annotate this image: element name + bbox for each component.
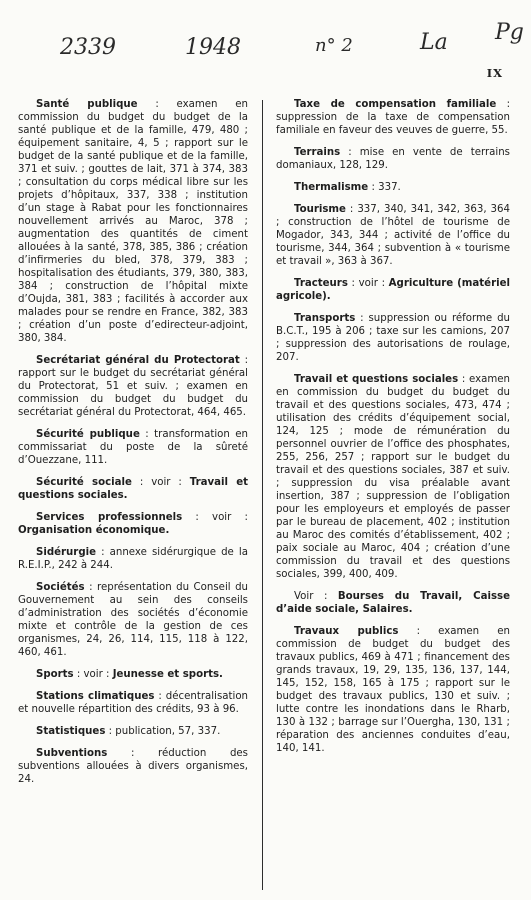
entry-heading: Services professionnels (36, 512, 183, 523)
handwritten-note-number: 2339 (60, 35, 116, 60)
handwritten-note-la: La (420, 30, 448, 55)
entry-heading: Terrains (294, 147, 341, 158)
entry-heading: Tourisme (294, 204, 346, 215)
index-entry (276, 373, 510, 581)
index-entry (18, 747, 248, 786)
index-entry (276, 181, 510, 194)
handwritten-note-pg: Pg (495, 20, 524, 45)
entry-heading: Sports (36, 669, 74, 680)
entry-text: : suppression de la taxe de compensation familiale en faveur des veuves de guerre, 55. (276, 99, 511, 136)
entry-text: : examen en commission de budget du budget des travaux publics, 469 à 471 ; financement des grands travaux, 19, 29, 135, 136, 137, 144, 145, 152, 158, 165 à 175 ; rapport sur le budget des travaux publics, 130 et suiv. ; lutte contre les inondations dans le Rharb, 130 à 132 ; barrage sur l’Ouergha, 130, 131 ; réparation des anciennes conduites d’eau, 140, 141. (276, 626, 510, 754)
index-entry (276, 590, 510, 616)
handwritten-note-year: 1948 (185, 35, 241, 60)
entry-text: : annexe sidérurgique de la R.E.I.P., 242 à 244. (18, 547, 248, 571)
entry-text: : suppression ou réforme du B.C.T., 195 à 206 ; taxe sur les camions, 207 ; suppression des autorisations de roulage, 207. (276, 313, 510, 363)
entry-text: Voir : (294, 591, 338, 602)
entry-text: : voir : (182, 512, 248, 523)
entry-heading: Travaux publics (294, 626, 399, 637)
entry-text: : voir : (131, 477, 190, 488)
index-entry (18, 428, 248, 467)
entry-heading: Taxe de compensation familiale (294, 99, 497, 110)
entry-text: : représentation du Conseil du Gouvernement au sein des conseils d’administration des sociétés d’économie mixte et contrôle de la gestion de ces organismes, 24, 26, 114, 115, 118 à 122, 460, 461. (18, 582, 248, 658)
entry-see-reference: Jeunesse et sports. (112, 669, 223, 680)
index-entry (18, 581, 248, 659)
entry-text: : 337, 340, 341, 342, 363, 364 ; construction de l’hôtel de tourisme de Mogador, 343, 344 ; activité de l’office du tourisme, 344, 364 ; subvention à « tourisme et travail », 363 à 367. (276, 204, 510, 267)
index-entry (276, 146, 510, 172)
index-entry (18, 690, 248, 716)
index-entry (276, 625, 510, 755)
entry-heading: Sécurité sociale (36, 477, 132, 488)
index-entry (18, 354, 248, 419)
entry-text: : transformation en commissariat du poste de la sûreté d’Ouezzane, 111. (18, 429, 249, 466)
index-entry (18, 668, 248, 681)
entry-heading: Transports (294, 313, 356, 324)
entry-heading: Tracteurs (294, 278, 348, 289)
entry-heading: Statistiques (36, 726, 106, 737)
entry-see-reference: Travail et questions sociales. (18, 477, 248, 501)
entry-heading: Santé publique (36, 99, 138, 110)
entry-text: : examen en commission du budget du budget du travail et des questions sociales, 473, 474 ; utilisation des crédits d’équipement social, 124, 125 ; mode de rémunération du personnel ouvrier de l’office des phosphates, 255, 256, 257 ; rapport sur le budget du travail et des questions sociales, 387 et suiv. ; suppression du visa préalable avant insertion, 387 ; suppression de l’obligation pour les employeurs et employés de passer par le bureau de placement, 402 ; institution au Maroc des comités d’établissement, 402 ; paix sociale au Maroc, 404 ; création d’une commission du travail et des questions sociales, 399, 400, 409. (276, 374, 510, 580)
index-column-right (276, 98, 510, 764)
entry-heading: Stations climatiques (36, 691, 155, 702)
entry-heading: Sécurité publique (36, 429, 140, 440)
index-entry (276, 277, 510, 303)
column-divider (262, 100, 263, 890)
entry-heading: Travail et questions sociales (294, 374, 459, 385)
entry-see-reference: Agriculture (matériel agricole). (276, 278, 510, 302)
entry-text: : 337. (368, 182, 401, 193)
index-entry (276, 98, 510, 137)
entry-heading: Sidérurgie (36, 547, 97, 558)
entry-heading: Subventions (36, 748, 108, 759)
entry-see-reference: Organisation économique. (18, 525, 170, 536)
entry-text: : voir : (347, 278, 389, 289)
index-entry (18, 546, 248, 572)
entry-text: : publication, 57, 337. (105, 726, 221, 737)
entry-text: : rapport sur le budget du secrétariat général du Protectorat, 51 et suiv. ; examen en commission du budget du budget du secrétariat général du Protectorat, 464, 465. (18, 355, 249, 418)
entry-text: : examen en commission du budget du budget de la santé publique et de la famille, 479, 480 ; équipement sanitaire, 4, 5 ; rapport sur le budget de la santé publique et de la famille, 371 et suiv. ; gouttes de lait, 371 à 374, 383 ; consultation du corps médical libre sur les projets d’hôpitaux, 337, 338 ; institution d’un stage à Rabat pour les fonctionnaires nouvellement arrivés au Maroc, 378 ; augmentation des quantités de ciment allouées à la santé, 378, 385, 386 ; création d’infirmeries du bled, 378, 379, 383 ; hospitalisation des étudiants, 379, 380, 383, 384 ; construction de l’hôpital mixte d’Oujda, 381, 383 ; facilités à accorder aux malades pour se rendre en France, 382, 383 ; création d’un poste d’edirecteur-adjoint, 380, 384. (18, 99, 248, 344)
index-entry (18, 476, 248, 502)
entry-see-reference: Bourses du Travail, Caisse d’aide sociale, Salaires. (276, 591, 510, 615)
page-number: IX (486, 66, 503, 80)
index-entry (18, 725, 248, 738)
entry-text: : décentralisation et nouvelle répartition des crédits, 93 à 96. (18, 691, 249, 715)
entry-text: : voir : (73, 669, 113, 680)
entry-text: : réduction des subventions allouées à divers organismes, 24. (18, 748, 248, 785)
index-entry (18, 98, 248, 345)
index-entry (276, 203, 510, 268)
handwritten-note-issue: n° 2 (315, 35, 353, 56)
index-entry (276, 312, 510, 364)
entry-heading: Secrétariat général du Protectorat (36, 355, 240, 366)
index-entry (18, 511, 248, 537)
entry-text: : mise en vente de terrains domaniaux, 128, 129. (276, 147, 510, 171)
entry-heading: Thermalisme (294, 182, 369, 193)
index-column-left (18, 98, 248, 795)
entry-heading: Sociétés (36, 582, 85, 593)
